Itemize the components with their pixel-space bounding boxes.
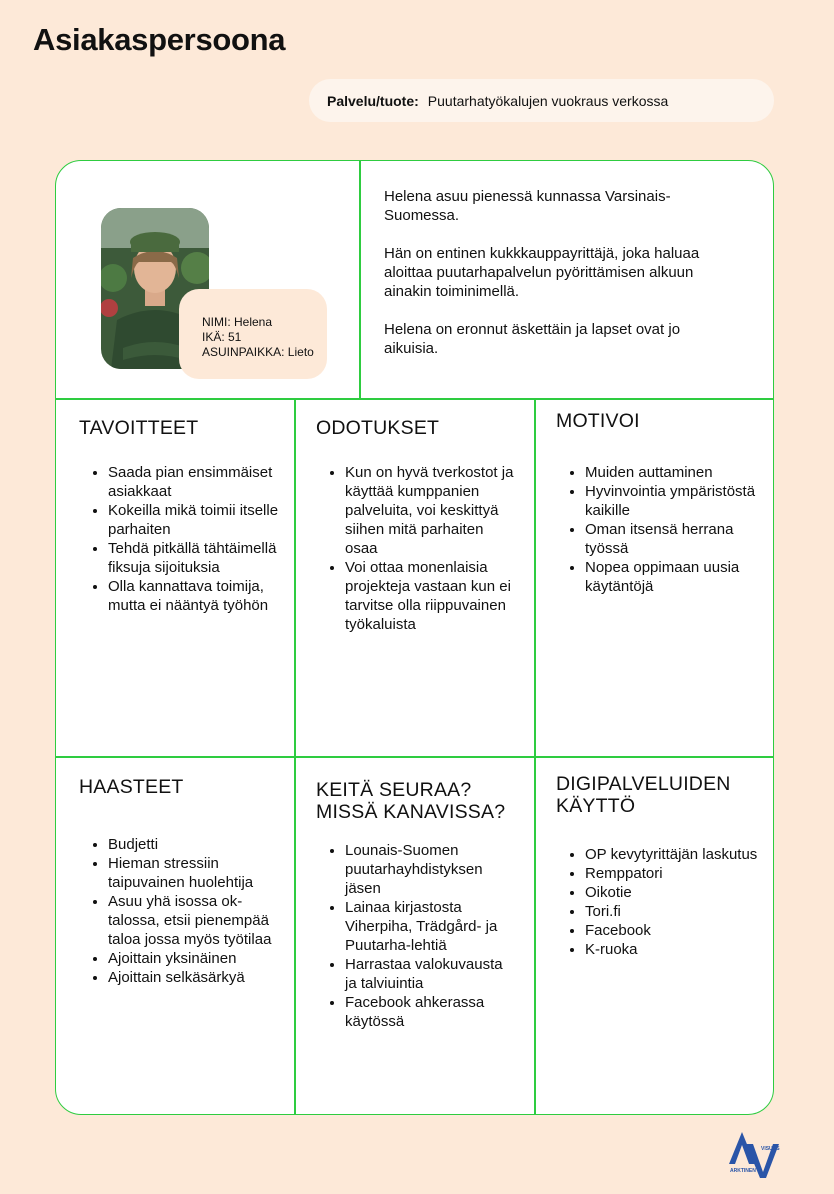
list-item: • Oikotie xyxy=(585,883,761,902)
page-title: Asiakaspersoona xyxy=(33,22,286,57)
list-item: • Facebook ahkerassa käytössä xyxy=(345,993,516,1031)
list-item: • Voi ottaa monenlaisia projekteja vastaan kun ei tarvitse olla riippuvainen työkaluista xyxy=(345,558,516,634)
service-value: Puutarhatyökalujen vuokraus verkossa xyxy=(427,92,669,109)
persona-age: IKÄ: 51 xyxy=(202,330,242,344)
section-title: DIGIPALVELUIDEN KÄYTTÖ xyxy=(556,773,731,817)
section-list xyxy=(556,463,761,596)
divider xyxy=(56,756,774,758)
list-item: • Nopea oppimaan uusia käytäntöjä xyxy=(585,558,761,596)
divider xyxy=(534,398,536,1115)
service-label: Palvelu/tuote: xyxy=(327,92,419,109)
persona-location: ASUINPAIKKA: Lieto xyxy=(202,345,314,359)
list-item: • Remppatori xyxy=(585,864,761,883)
list-item: • K-ruoka xyxy=(585,940,761,959)
bio-paragraph: Helena asuu pienessä kunnassa Varsinais-Suomessa. xyxy=(384,188,671,224)
list-item: • OP kevytyrittäjän laskutus xyxy=(585,845,761,864)
list-item: • Muiden auttaminen xyxy=(585,463,761,482)
section-list xyxy=(556,845,761,959)
divider xyxy=(56,398,774,400)
persona-name: NIMI: Helena xyxy=(202,315,273,329)
section-digipalvelut xyxy=(556,773,761,959)
section-haasteet xyxy=(79,776,284,987)
section-odotukset xyxy=(316,417,516,634)
list-item: • Budjetti xyxy=(108,835,284,854)
section-title: KEITÄ SEURAA? MISSÄ KANAVISSA? xyxy=(316,779,506,823)
list-item: • Hyvinvointia ympäristöstä kaikille xyxy=(585,482,761,520)
section-title: TAVOITTEET xyxy=(79,417,199,439)
service-field xyxy=(309,79,774,122)
list-item: • Tehdä pitkällä tähtäimellä fiksuja sijoituksia xyxy=(108,539,284,577)
section-list xyxy=(316,463,516,634)
list-item: • Oman itsensä herrana työssä xyxy=(585,520,761,558)
logo-top-text: VISUAS xyxy=(761,1146,780,1152)
list-item: • Ajoittain yksinäinen xyxy=(108,949,284,968)
list-item: • Ajoittain selkäsärkyä xyxy=(108,968,284,987)
divider xyxy=(359,161,361,398)
list-item: • Lounais-Suomen puutarhayhdistyksen jäsen xyxy=(345,841,516,898)
section-list xyxy=(79,835,284,987)
list-item: • Hieman stressiin taipuvainen huolehtija xyxy=(108,854,284,892)
bio-paragraph: Hän on entinen kukkkauppayrittäjä, joka haluaa aloittaa puutarhapalvelun pyörittämisen alkuun ainakin toiminimellä. xyxy=(384,245,700,300)
persona-info xyxy=(179,289,327,379)
arktinen-visuus-logo xyxy=(726,1130,782,1185)
section-list xyxy=(79,463,284,615)
section-title: MOTIVOI xyxy=(556,410,640,432)
section-motivoi xyxy=(556,410,761,596)
section-title: ODOTUKSET xyxy=(316,417,440,439)
list-item: • Kun on hyvä tverkostot ja käyttää kumppanien palveluita, voi keskittyä siihen mitä parhaiten osaa xyxy=(345,463,516,558)
list-item: • Kokeilla mikä toimii itselle parhaiten xyxy=(108,501,284,539)
section-list xyxy=(316,841,516,1031)
list-item: • Saada pian ensimmäiset asiakkaat xyxy=(108,463,284,501)
list-item: • Tori.fi xyxy=(585,902,761,921)
list-item: • Olla kannattava toimija, mutta ei nääntyä työhön xyxy=(108,577,284,615)
bio-paragraph: Helena on eronnut äskettäin ja lapset ovat jo aikuisia. xyxy=(384,321,681,357)
section-keita-seuraa xyxy=(316,779,516,1031)
section-tavoitteet xyxy=(79,417,284,615)
list-item: • Harrastaa valokuvausta ja talviuintia xyxy=(345,955,516,993)
persona-bio xyxy=(384,187,734,377)
persona-card xyxy=(55,160,774,1115)
list-item: • Lainaa kirjastosta Viherpiha, Trädgård- ja Puutarha-lehtiä xyxy=(345,898,516,955)
divider xyxy=(294,398,296,1115)
list-item: • Facebook xyxy=(585,921,761,940)
logo-bottom-text: ARKTINEN xyxy=(730,1168,756,1174)
section-title: HAASTEET xyxy=(79,776,184,798)
list-item: • Asuu yhä isossa ok-talossa, etsii pienempää taloa jossa myös työtilaa xyxy=(108,892,284,949)
